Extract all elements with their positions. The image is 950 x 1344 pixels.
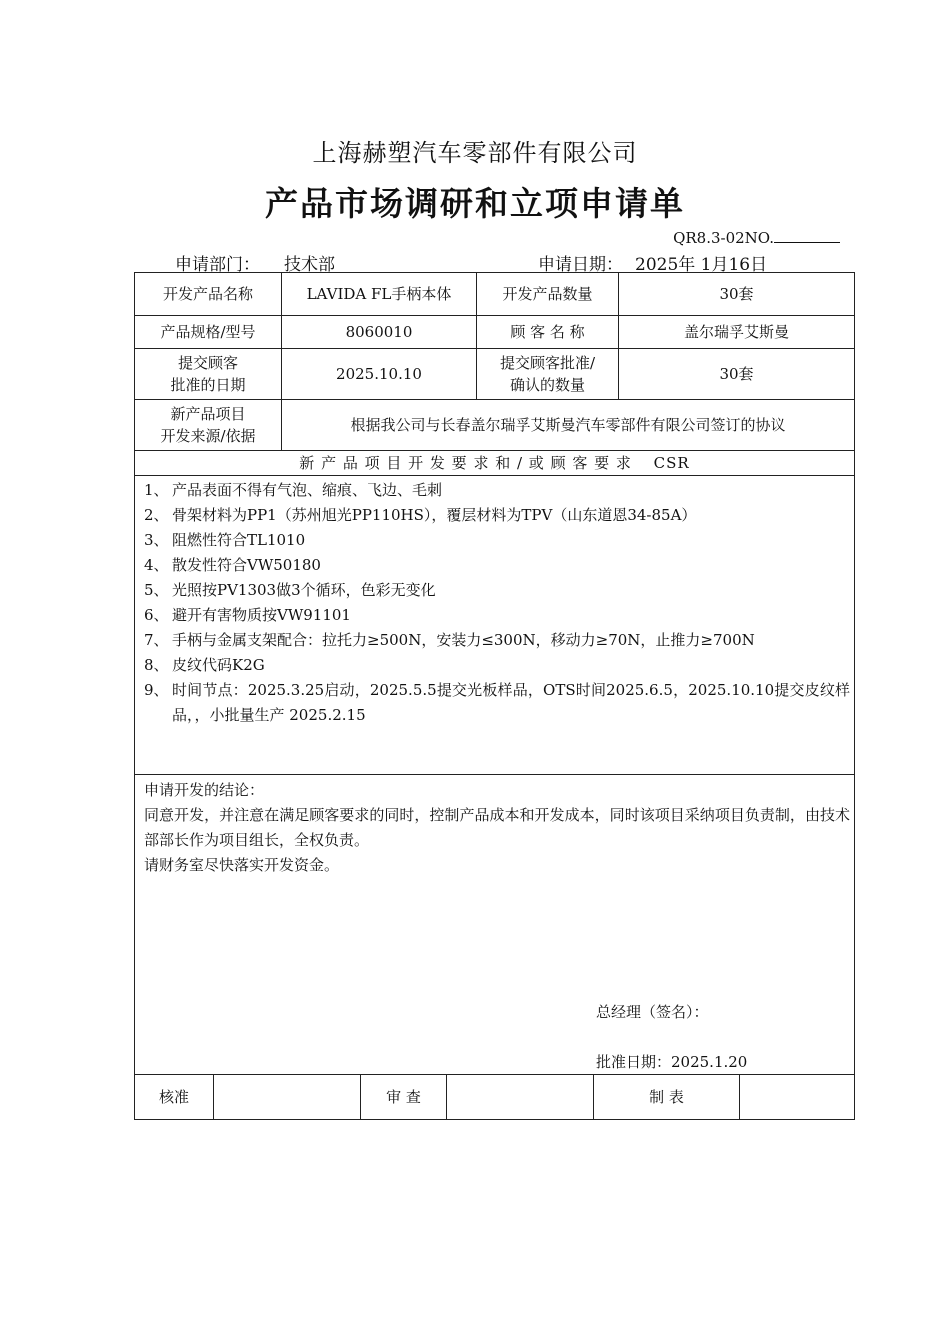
- doc-number: [673, 228, 840, 247]
- submit-date-value: 2025.10.10: [336, 365, 422, 383]
- item-text: 阻燃性符合TL1010: [172, 531, 306, 549]
- list-item: [144, 603, 850, 628]
- product-name-value: LAVIDA FL手柄本体: [306, 285, 452, 303]
- item-number: 8、: [144, 656, 169, 674]
- submit-date-label-line2: 批准的日期: [170, 376, 246, 394]
- customer-value: 盖尔瑞孚艾斯曼: [683, 323, 789, 341]
- source-label-line2: 开发来源/依据: [160, 427, 256, 445]
- date-value: 2025年 1月16日: [635, 255, 768, 275]
- conclusion-label: 申请开发的结论：: [144, 781, 265, 799]
- source-value: 根据我公司与长春盖尔瑞孚艾斯曼汽车零部件有限公司签订的协议: [350, 416, 786, 434]
- list-item: [144, 628, 850, 653]
- item-number: 5、: [144, 581, 169, 599]
- product-name-label: 开发产品名称: [162, 285, 253, 303]
- doc-number-label: QR8.3-02NO.: [673, 229, 774, 247]
- customer-label: 顾 客 名 称: [510, 323, 585, 341]
- approved-qty-label-line2: 确认的数量: [509, 376, 585, 394]
- spec-value: 8060010: [345, 323, 413, 341]
- form-title: 产品市场调研和立项申请单: [265, 184, 685, 223]
- item-text: 避开有害物质按VW91101: [172, 606, 351, 624]
- conclusion-paragraph: 同意开发，并注意在满足顾客要求的同时，控制产品成本和开发成本，同时该项目采纳项目负责制，由技术部部长作为项目组长，全权负责。: [144, 806, 850, 849]
- doc-number-blank: [774, 228, 840, 243]
- check-signature-field[interactable]: [214, 1075, 360, 1119]
- item-number: 2、: [144, 506, 169, 524]
- prepare-label: 制 表: [649, 1088, 684, 1106]
- list-item: [144, 678, 850, 728]
- gm-signature-label: 总经理（签名）：: [596, 1003, 709, 1021]
- date-label: 申请日期：: [538, 255, 623, 275]
- approved-qty-value: 30套: [719, 365, 754, 383]
- company-name: 上海赫塑汽车零部件有限公司: [312, 139, 638, 167]
- list-item: [144, 478, 850, 503]
- approved-qty-label: [477, 349, 618, 399]
- check-label: 核准: [158, 1088, 189, 1106]
- approved-qty-label-line1: 提交顾客批准/: [499, 354, 596, 372]
- item-text: 光照按PV1303做3个循环，色彩无变化: [172, 581, 436, 599]
- source-label-line1: 新产品项目: [170, 405, 246, 423]
- item-number: 4、: [144, 556, 169, 574]
- list-item: [144, 528, 850, 553]
- item-number: 3、: [144, 531, 169, 549]
- prepare-signature-field[interactable]: [740, 1075, 854, 1119]
- list-item: [144, 503, 850, 528]
- requirements-list: [144, 478, 850, 728]
- submit-date-label-line1: 提交顾客: [177, 354, 238, 372]
- conclusion-paragraph: 请财务室尽快落实开发资金。: [144, 856, 340, 874]
- conclusion-section: [144, 778, 850, 878]
- quantity-label: 开发产品数量: [502, 285, 593, 303]
- item-text: 散发性符合VW50180: [172, 556, 321, 574]
- row-rule: [134, 774, 855, 775]
- dept-value: 技术部: [284, 255, 335, 275]
- item-text: 骨架材料为PP1（苏州旭光PP110HS），覆层材料为TPV（山东道恩34-85A）: [172, 506, 697, 524]
- spec-label: 产品规格/型号: [160, 323, 256, 341]
- review-label: 审 查: [386, 1088, 421, 1106]
- item-text: 产品表面不得有气泡、缩痕、飞边、毛刺: [172, 481, 443, 499]
- row-rule: [134, 475, 855, 476]
- item-number: 7、: [144, 631, 169, 649]
- item-text: 皮纹代码K2G: [172, 656, 265, 674]
- submit-date-label: [135, 349, 281, 399]
- list-item: [144, 578, 850, 603]
- dept-label: 申请部门：: [175, 255, 260, 275]
- quantity-value: 30套: [719, 285, 754, 303]
- list-item: [144, 553, 850, 578]
- approval-date: 批准日期：2025.1.20: [596, 1053, 748, 1071]
- item-text: 手柄与金属支架配合：拉托力≥500N，安装力≤300N，移动力≥70N，止推力≥700N: [172, 631, 755, 649]
- list-item: [144, 653, 850, 678]
- item-number: 1、: [144, 481, 169, 499]
- item-number: 9、: [144, 681, 169, 699]
- review-signature-field[interactable]: [447, 1075, 593, 1119]
- source-label: [135, 400, 281, 450]
- item-number: 6、: [144, 606, 169, 624]
- requirements-header: 新 产 品 项 目 开 发 要 求 和 / 或 顾 客 要 求 CSR: [299, 454, 690, 472]
- item-text: 时间节点：2025.3.25启动，2025.5.5提交光板样品，OTS时间2025.6.5，2025.10.10提交皮纹样品，，小批量生产 2025.2.15: [172, 681, 850, 724]
